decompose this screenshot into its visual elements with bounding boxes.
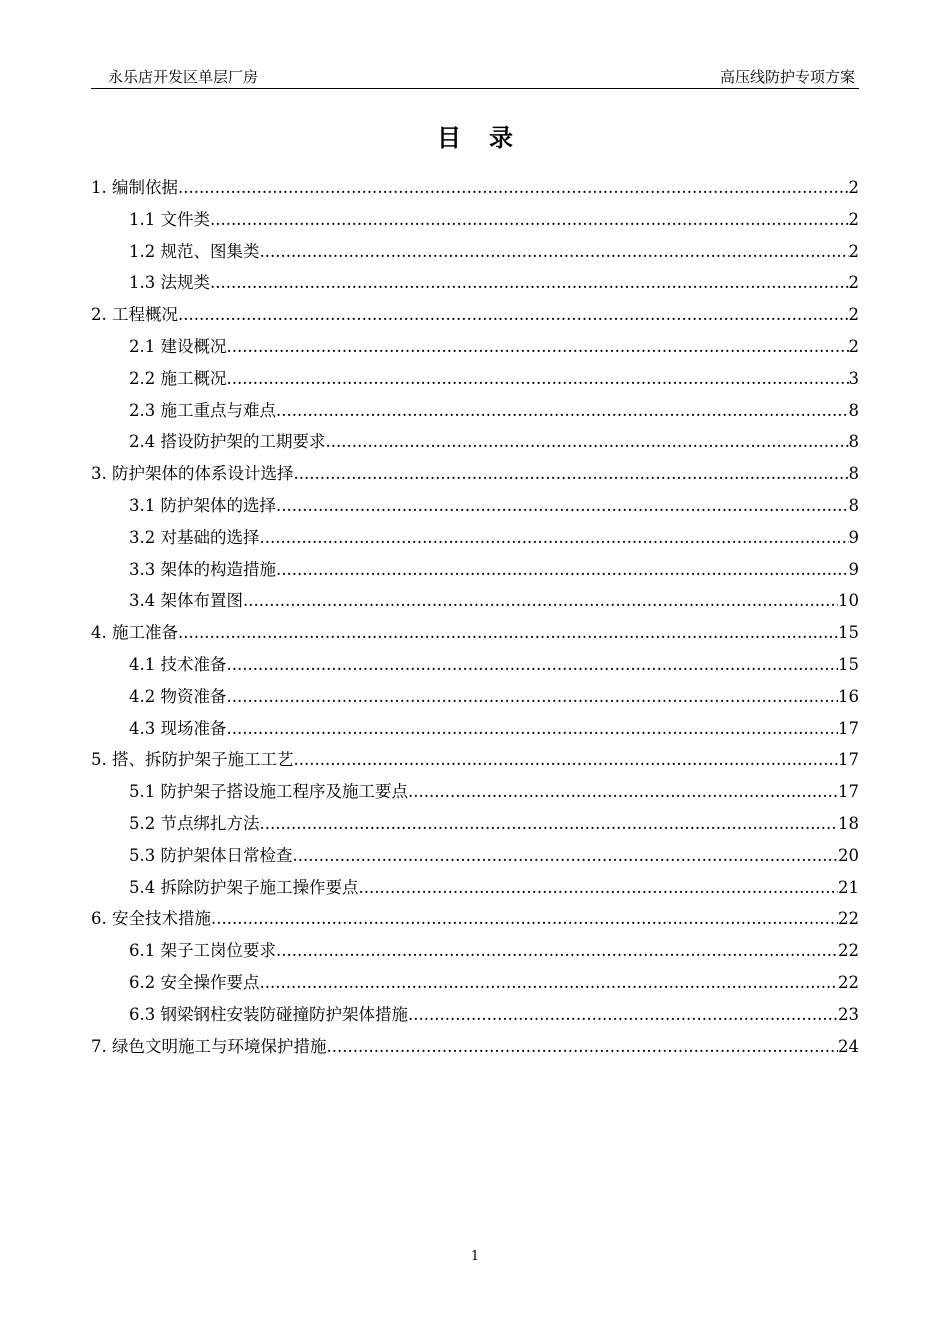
toc-entry-page: 2 [848, 209, 859, 229]
toc-leader-dots [276, 496, 849, 515]
toc-entry-label: 2. 工程概况 [91, 305, 178, 325]
toc-leader-dots [260, 814, 839, 833]
toc-entry[interactable] [91, 174, 859, 206]
toc-entry-page: 9 [848, 527, 859, 547]
toc-entry[interactable] [91, 460, 859, 492]
toc-entry-page: 17 [838, 718, 859, 738]
toc-entry[interactable] [91, 619, 859, 651]
header-document-title: 高压线防护专项方案 [719, 68, 855, 86]
toc-leader-dots [327, 1037, 839, 1056]
toc-entry-page: 3 [848, 368, 859, 388]
toc-entry-label: 1. 编制依据 [91, 178, 178, 197]
toc-entry-label: 2.3 施工重点与难点 [129, 400, 276, 420]
toc-leader-dots [276, 941, 838, 960]
toc-leader-dots [260, 242, 849, 261]
toc-entry[interactable] [91, 905, 859, 937]
toc-entry-label: 3.1 防护架体的选择 [129, 495, 276, 515]
toc-entry[interactable] [91, 269, 859, 301]
toc-entry[interactable] [91, 969, 859, 1001]
toc-entry-label: 2.2 施工概况 [129, 368, 227, 388]
toc-entry-label: 1.3 法规类 [129, 273, 210, 293]
toc-entry-label: 2.4 搭设防护架的工期要求 [129, 432, 326, 452]
toc-entry-page: 20 [838, 845, 859, 865]
toc-entry[interactable] [91, 683, 859, 715]
toc-entry-page: 8 [848, 464, 859, 484]
toc-leader-dots [243, 591, 838, 610]
toc-entry-label: 5.4 拆除防护架子施工操作要点 [129, 877, 359, 897]
toc-entry-page: 22 [838, 972, 859, 992]
toc-leader-dots [276, 560, 849, 579]
toc-entry-page: 2 [848, 241, 859, 261]
toc-entry[interactable] [91, 1001, 859, 1033]
toc-leader-dots [178, 623, 838, 642]
toc-leader-dots [227, 337, 849, 356]
toc-entry-label: 4.2 物资准备 [129, 686, 227, 706]
toc-leader-dots [178, 305, 849, 324]
toc-entry-page: 2 [848, 178, 859, 197]
toc-title: 目录 [437, 123, 541, 152]
toc-entry[interactable] [91, 556, 859, 588]
page-header [91, 66, 859, 89]
toc-leader-dots [408, 1005, 838, 1024]
toc-entry-page: 9 [848, 559, 859, 579]
toc-entry-label: 6.1 架子工岗位要求 [129, 941, 276, 961]
toc-leader-dots [227, 719, 839, 738]
toc-entry[interactable] [91, 651, 859, 683]
toc-entry-page: 23 [838, 1004, 859, 1024]
toc-entry-label: 6.2 安全操作要点 [129, 972, 260, 992]
toc-entry-page: 2 [848, 305, 859, 325]
toc-entry-page: 8 [848, 495, 859, 515]
toc-entry[interactable] [91, 587, 859, 619]
toc-leader-dots [260, 528, 849, 547]
toc-entry-label: 5.3 防护架体日常检查 [129, 845, 293, 865]
toc-leader-dots [210, 273, 849, 292]
toc-leader-dots [293, 846, 839, 865]
toc-entry[interactable] [91, 842, 859, 874]
toc-entry-label: 4. 施工准备 [91, 623, 178, 643]
toc-entry-label: 5. 搭、拆防护架子施工工艺 [91, 750, 294, 770]
header-project-name: 永乐店开发区单层厂房 [108, 68, 259, 86]
toc-entry-page: 22 [838, 909, 859, 929]
toc-entry[interactable] [91, 365, 859, 397]
table-of-contents [91, 174, 859, 1064]
toc-leader-dots [294, 464, 849, 483]
toc-entry-page: 8 [848, 400, 859, 420]
toc-entry[interactable] [91, 428, 859, 460]
toc-leader-dots [227, 369, 849, 388]
toc-leader-dots [210, 210, 849, 229]
toc-entry-page: 24 [838, 1036, 859, 1056]
toc-entry-label: 5.2 节点绑扎方法 [129, 813, 260, 833]
toc-leader-dots [227, 655, 839, 674]
toc-entry-page: 16 [838, 686, 859, 706]
toc-entry[interactable] [91, 746, 859, 778]
toc-entry-page: 15 [838, 654, 859, 674]
toc-entry-label: 6. 安全技术措施 [91, 909, 211, 929]
toc-entry-label: 3.3 架体的构造措施 [129, 559, 276, 579]
toc-entry[interactable] [91, 778, 859, 810]
toc-entry-page: 8 [848, 432, 859, 452]
toc-entry-label: 5.1 防护架子搭设施工程序及施工要点 [129, 782, 408, 802]
toc-entry[interactable] [91, 333, 859, 365]
toc-leader-dots [326, 432, 849, 451]
toc-entry[interactable] [91, 715, 859, 747]
toc-entry[interactable] [91, 810, 859, 842]
toc-entry-label: 7. 绿色文明施工与环境保护措施 [91, 1036, 327, 1056]
toc-entry-page: 18 [838, 813, 859, 833]
toc-leader-dots [227, 687, 839, 706]
toc-entry-page: 2 [848, 273, 859, 293]
toc-entry[interactable] [91, 206, 859, 238]
toc-leader-dots [408, 782, 838, 801]
page-number: 1 [470, 1249, 480, 1264]
toc-entry-label: 1.2 规范、图集类 [129, 241, 260, 261]
toc-entry-label: 2.1 建设概况 [129, 336, 227, 356]
toc-entry-label: 4.1 技术准备 [129, 654, 227, 674]
toc-entry[interactable] [91, 397, 859, 429]
toc-entry[interactable] [91, 874, 859, 906]
toc-entry[interactable] [91, 238, 859, 270]
toc-entry-page: 17 [838, 750, 859, 770]
toc-entry-page: 2 [848, 336, 859, 356]
toc-leader-dots [211, 909, 838, 928]
toc-entry-label: 1.1 文件类 [129, 209, 210, 229]
toc-leader-dots [276, 401, 849, 420]
toc-entry[interactable] [91, 1033, 859, 1065]
toc-entry-label: 3.4 架体布置图 [129, 591, 243, 611]
toc-leader-dots [294, 750, 839, 769]
toc-entry-label: 3. 防护架体的体系设计选择 [91, 464, 294, 484]
toc-entry[interactable] [91, 524, 859, 556]
toc-entry[interactable] [91, 937, 859, 969]
toc-entry-page: 10 [838, 591, 859, 611]
toc-entry-label: 3.2 对基础的选择 [129, 527, 260, 547]
toc-leader-dots [178, 178, 849, 197]
toc-entry-label: 4.3 现场准备 [129, 718, 227, 738]
toc-entry-page: 17 [838, 782, 859, 802]
toc-leader-dots [359, 878, 839, 897]
toc-leader-dots [260, 973, 839, 992]
toc-entry[interactable] [91, 492, 859, 524]
toc-entry-page: 15 [838, 623, 859, 643]
toc-entry-page: 21 [838, 877, 859, 897]
toc-entry-label: 6.3 钢梁钢柱安装防碰撞防护架体措施 [129, 1004, 408, 1024]
toc-entry[interactable] [91, 301, 859, 333]
toc-entry-page: 22 [838, 941, 859, 961]
